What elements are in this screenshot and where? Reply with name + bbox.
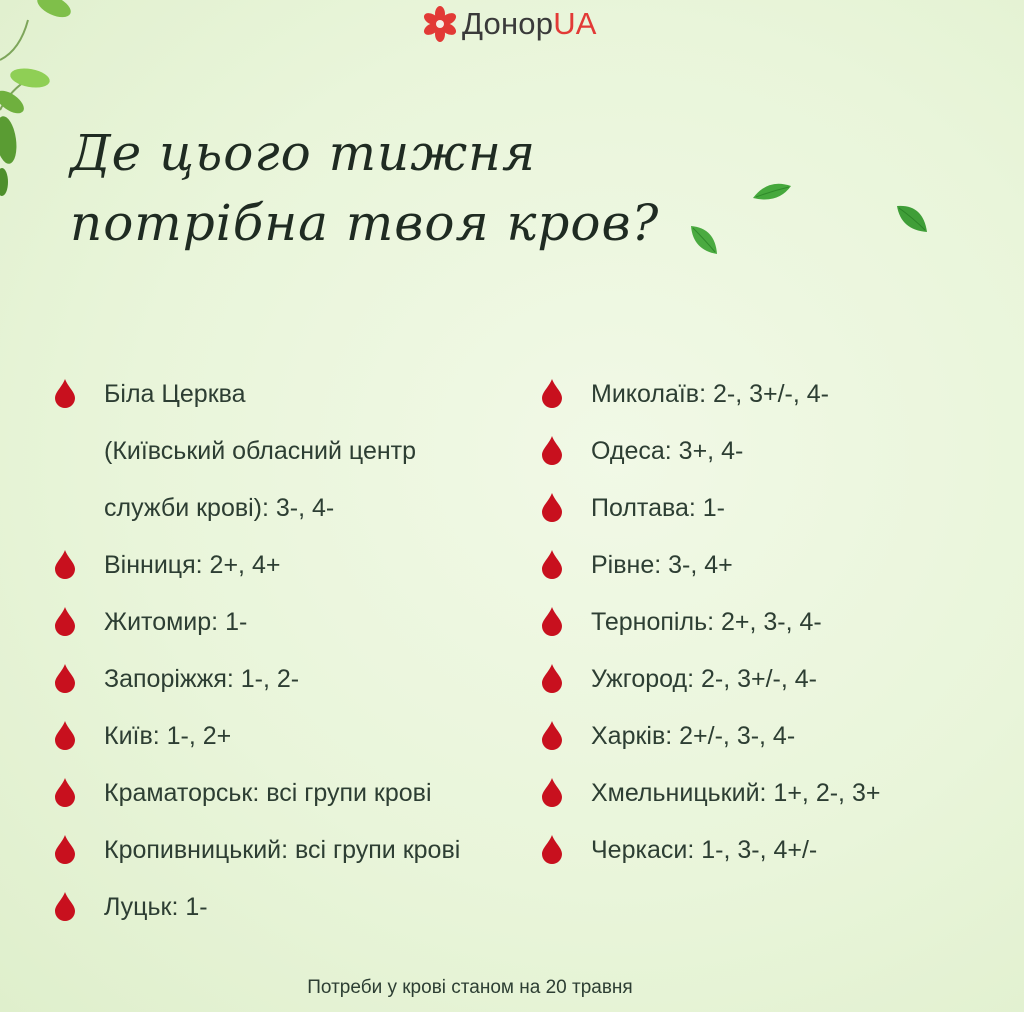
city-item-text: Черкаси: 1-, 3-, 4+/- xyxy=(591,836,818,864)
blood-drop-icon xyxy=(541,777,563,807)
leaf-icon xyxy=(750,178,794,206)
leaf-icon xyxy=(687,222,721,258)
city-item xyxy=(54,822,534,879)
city-item xyxy=(541,423,981,480)
city-item-text: (Київський обласний центр xyxy=(104,437,417,465)
city-item-text: Краматорськ: всі групи крові xyxy=(104,779,432,807)
blood-drop-icon xyxy=(541,834,563,864)
page-title-line-1: Де цього тижня xyxy=(70,124,537,182)
city-item-text: Житомир: 1- xyxy=(104,608,248,636)
city-item-text: Одеса: 3+, 4- xyxy=(591,437,744,465)
city-item xyxy=(541,765,981,822)
city-item-text: Хмельницький: 1+, 2-, 3+ xyxy=(591,779,881,807)
city-item-text: Ужгород: 2-, 3+/-, 4- xyxy=(591,665,818,693)
city-item xyxy=(541,366,981,423)
city-item xyxy=(541,822,981,879)
city-item-text: Київ: 1-, 2+ xyxy=(104,722,232,750)
city-item-text: служби крові): 3-, 4- xyxy=(104,494,335,522)
city-item-text: Полтава: 1- xyxy=(591,494,726,522)
city-item xyxy=(54,708,534,765)
logo-text-accent: UA xyxy=(553,6,597,41)
city-item-text: Тернопіль: 2+, 3-, 4- xyxy=(591,608,822,636)
city-item xyxy=(54,537,534,594)
city-item xyxy=(54,594,534,651)
blood-drop-icon xyxy=(54,834,76,864)
city-item-text: Запоріжжя: 1-, 2- xyxy=(104,665,300,693)
logo-text-main: Донор xyxy=(462,6,554,41)
city-item-text: Луцьк: 1- xyxy=(104,893,208,921)
blood-drop-icon xyxy=(54,720,76,750)
city-item xyxy=(54,366,534,537)
blood-drop-icon xyxy=(541,606,563,636)
city-item-text: Миколаїв: 2-, 3+/-, 4- xyxy=(591,380,829,408)
page-title xyxy=(70,118,659,258)
blood-drop-icon xyxy=(54,378,76,408)
city-item xyxy=(541,651,981,708)
flower-icon xyxy=(422,6,458,42)
blood-drop-icon xyxy=(54,777,76,807)
city-item xyxy=(54,879,534,936)
blood-drop-icon xyxy=(541,663,563,693)
blood-drop-icon xyxy=(541,435,563,465)
city-item xyxy=(541,537,981,594)
city-item xyxy=(54,765,534,822)
city-item xyxy=(54,651,534,708)
leaf-icon xyxy=(893,200,931,236)
page-title-line-2: потрібна твоя кров? xyxy=(70,194,660,252)
city-item xyxy=(541,708,981,765)
city-item-text: Вінниця: 2+, 4+ xyxy=(104,551,281,579)
blood-drop-icon xyxy=(541,720,563,750)
city-item-text: Кропивницький: всі групи крові xyxy=(104,836,461,864)
city-item-text: Рівне: 3-, 4+ xyxy=(591,551,733,579)
blood-drop-icon xyxy=(541,492,563,522)
blood-drop-icon xyxy=(54,891,76,921)
city-item xyxy=(541,594,981,651)
footer-note: Потреби у крові станом на 20 травня xyxy=(307,977,633,998)
city-list-right xyxy=(541,366,981,879)
blood-drop-icon xyxy=(541,378,563,408)
logo xyxy=(422,4,597,44)
city-list-left xyxy=(54,366,534,936)
blood-drop-icon xyxy=(541,549,563,579)
blood-drop-icon xyxy=(54,549,76,579)
city-item-text: Харків: 2+/-, 3-, 4- xyxy=(591,722,796,750)
blood-drop-icon xyxy=(54,606,76,636)
blood-drop-icon xyxy=(54,663,76,693)
logo-text xyxy=(462,4,597,44)
city-item-text: Біла Церква xyxy=(104,380,246,408)
city-item xyxy=(541,480,981,537)
